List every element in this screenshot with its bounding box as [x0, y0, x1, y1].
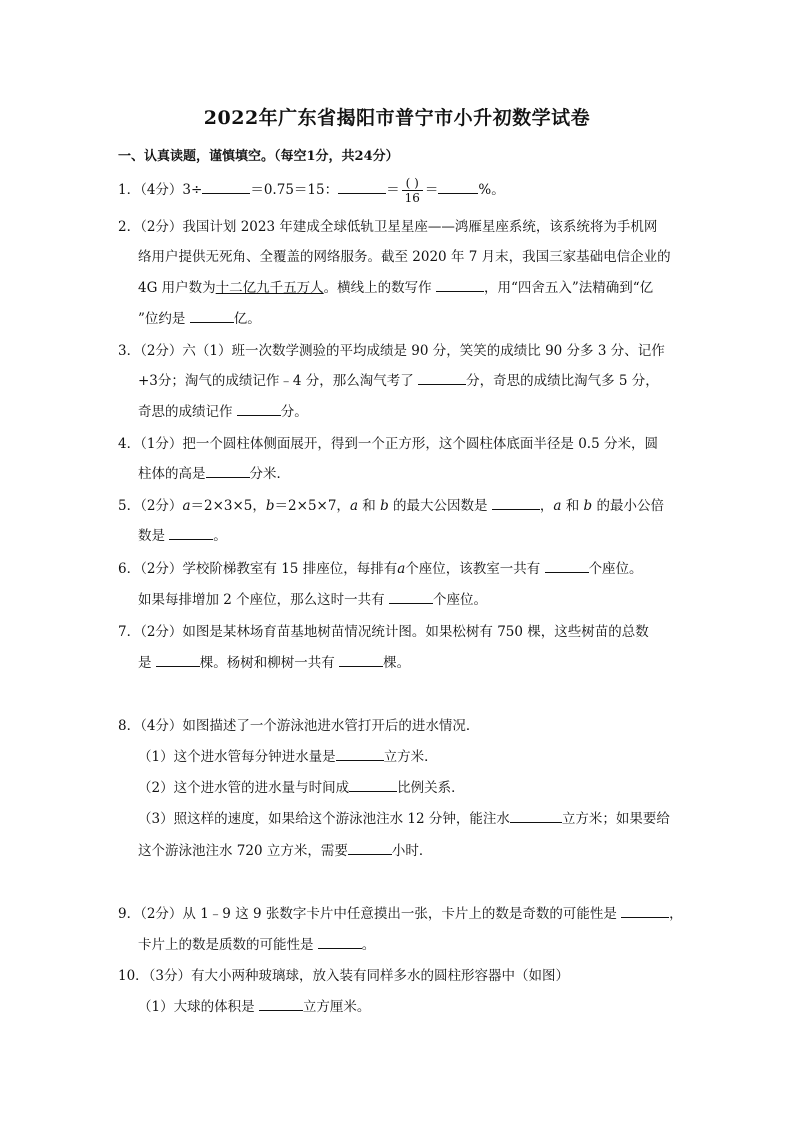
answer-blank[interactable] [206, 465, 250, 478]
answer-blank[interactable] [318, 936, 362, 949]
page-title: 2022年广东省揭阳市普宁市小升初数学试卷 [203, 107, 591, 129]
answer-blank[interactable] [259, 998, 303, 1011]
question-2-line-1: 2．（2分）我国计划 2023 年建成全球低轨卫星星座——鸿雁星座系统，该系统将为手机网 [118, 219, 658, 235]
answer-blank[interactable] [169, 527, 213, 540]
question-8-sub-1: （1）这个进水管每分钟进水量是 立方米． [138, 749, 438, 765]
answer-blank[interactable] [510, 810, 562, 823]
question-9-line-1: 9．（2分）从 1﹣9 这 9 张数字卡片中任意摸出一张，卡片上的数是奇数的可能性是 ， [118, 906, 683, 922]
question-2-line-2: 络用户提供无死角、全覆盖的网络服务。截至 2020 年 7 月末，我国三家基础电信企业的 [138, 249, 671, 265]
answer-blank[interactable] [336, 748, 384, 761]
question-10-line-1: 10．（3分）有大小两种玻璃球，放入装有同样多水的圆柱形容器中（如图） [118, 968, 570, 984]
question-3-line-1: 3．（2分）六（1）班一次数学测验的平均成绩是 90 分，笑笑的成绩比 90 分多 3 分、记作 [118, 343, 665, 359]
question-5-line-1: 5．（2分）a＝2×3×5，b＝2×5×7，a 和 b 的最大公因数是 ，a 和 b 的最小公倍 [118, 498, 664, 514]
question-8-sub-4: 这个游泳池注水 720 立方米，需要 小时． [138, 843, 433, 859]
answer-blank[interactable] [436, 279, 484, 292]
question-2-line-4: ”位约是 亿。 [138, 311, 261, 327]
answer-blank[interactable] [349, 779, 397, 792]
question-10-sub-1: （1）大球的体积是 立方厘米。 [138, 999, 371, 1015]
question-3-line-3: 奇思的成绩记作 分。 [138, 404, 308, 420]
question-7-line-2: 是 棵。杨树和柳树一共有 棵。 [138, 655, 411, 671]
answer-blank[interactable] [339, 654, 383, 667]
question-5-line-2: 数是 。 [138, 528, 227, 544]
answer-blank[interactable] [438, 181, 478, 194]
answer-blank[interactable] [348, 842, 392, 855]
answer-blank[interactable] [156, 654, 200, 667]
question-7-line-1: 7．（2分）如图是某林场育苗基地树苗情况统计图。如果松树有 750 棵，这些树苗的总数 [118, 624, 649, 640]
answer-blank[interactable] [545, 560, 589, 573]
question-4-line-2: 柱体的高是 分米． [138, 466, 290, 482]
question-6-line-1: 6．（2分）学校阶梯教室有 15 排座位，每排有a个座位，该教室一共有 个座位。 [118, 561, 643, 577]
question-8-sub-3: （3）照这样的速度，如果给这个游泳池注水 12 分钟，能注水 立方米；如果要给 [138, 811, 670, 827]
answer-blank[interactable] [338, 181, 386, 194]
question-1: 1．（4分）3÷ ＝0.75＝15： ＝ $\frac{( )}{16}$ ＝ %。 [118, 176, 505, 205]
question-6-line-2: 如果每排增加 2 个座位，那么这时一共有 个座位。 [138, 592, 487, 608]
answer-blank[interactable] [418, 372, 466, 385]
question-8-line-1: 8．（4分）如图描述了一个游泳池进水管打开后的进水情况． [118, 718, 480, 734]
answer-blank[interactable] [190, 310, 234, 323]
question-9-line-2: 卡片上的数是质数的可能性是 。 [138, 937, 376, 953]
fraction: $\frac{( )}{16}$ [402, 176, 423, 205]
question-3-line-2: +3分；淘气的成绩记作﹣4 分，那么淘气考了 分，奇思的成绩比淘气多 5 分， [138, 373, 659, 389]
underlined-number: 十二亿九千五万人 [215, 280, 324, 296]
answer-blank[interactable] [237, 403, 281, 416]
answer-blank[interactable] [492, 497, 540, 510]
answer-blank[interactable] [202, 181, 250, 194]
question-8-sub-2: （2）这个进水管的进水量与时间成 比例关系． [138, 780, 465, 796]
question-2-line-3: 4G 用户数为十二亿九千五万人。横线上的数写作 ，用“四舍五入”法精确到“亿 [138, 280, 654, 296]
answer-blank[interactable] [621, 905, 669, 918]
answer-blank[interactable] [389, 591, 433, 604]
section-heading: 一、认真读题，谨慎填空。（每空1分，共24分） [118, 149, 399, 164]
question-4-line-1: 4．（1分）把一个圆柱体侧面展开，得到一个正方形，这个圆柱体底面半径是 0.5 分米，圆 [118, 436, 658, 452]
